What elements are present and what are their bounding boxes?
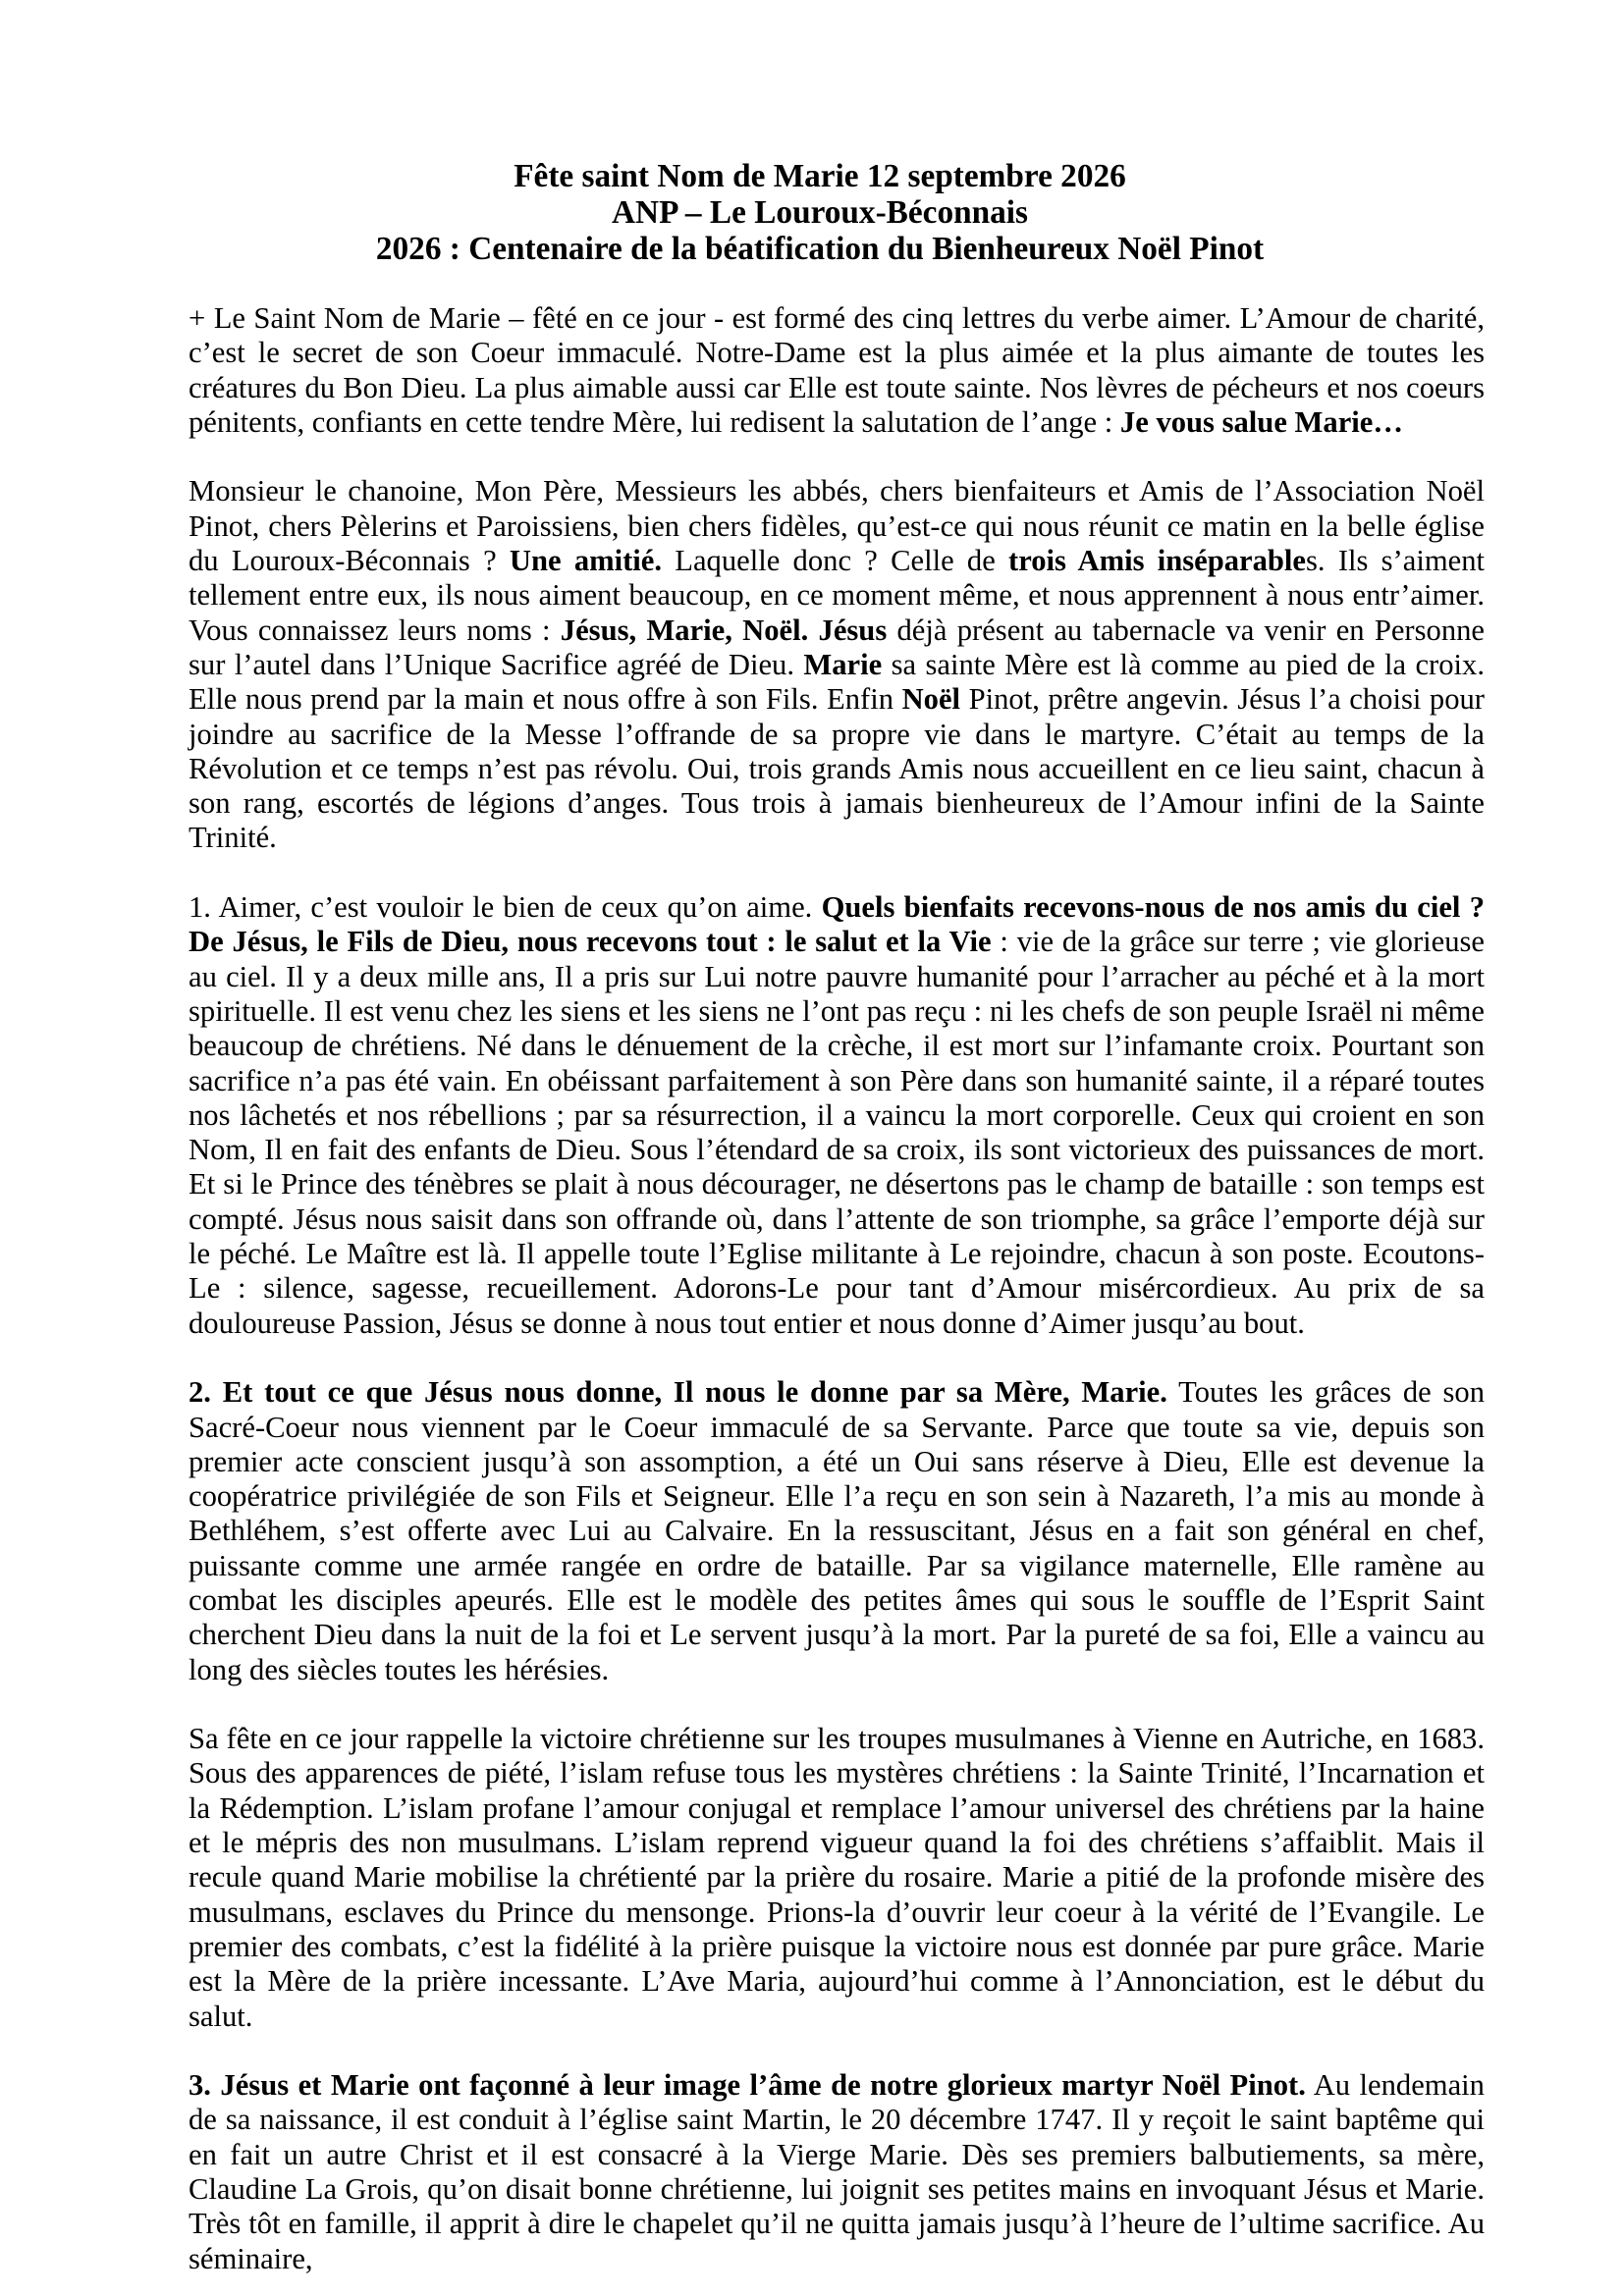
bold-text-run: Jésus, Marie, Noël. Jésus <box>560 613 888 647</box>
paragraph-feast-history <box>189 1722 1485 2034</box>
text-run: Au lendemain de sa naissance, il est conduit à l’église saint Martin, le 20 décembre 1747. Il y reçoit le saint baptême qui en fait un autre Christ et il est consacré à la Vierge Marie. Dès ses premiers balbutiements, sa mère, Claudine La Grois, qu’on disait bonne chrétienne, lui joignit ses petites mains en invoquant Jésus et Marie. Très tôt en famille, il apprit à dire le chapelet qu’il ne quitta jamais jusqu’à l’heure de l’ultime sacrifice. Au séminaire, <box>189 2068 1485 2275</box>
text-run: Monsieur le chanoine, Mon Père, Messieurs les abbés, chers bienfaiteurs et Amis de l’Association Noël Pinot, chers Pèlerins et Paroissiens, bien chers fidèles, qu’est-ce qui nous réunit ce matin en la belle église du Louroux-Béconnais ? <box>189 474 1485 578</box>
text-run: + Le Saint Nom de Marie – fêté en ce jour - est formé des cinq lettres du verbe aimer. L’Amour de charité, c’est le secret de son Coeur immaculé. Notre-Dame est la plus aimée et la plus aimante de toutes les créatures du Bon Dieu. La plus aimable aussi car Elle est toute sainte. Nos lèvres de pécheurs et nos coeurs pénitents, confiants en cette tendre Mère, lui redisent la salutation de l’ange : <box>189 301 1485 439</box>
document-title <box>189 158 1451 267</box>
title-line-centenary: 2026 : Centenaire de la béatification du Bienheureux Noël Pinot <box>375 231 1265 267</box>
paragraph-point-2 <box>189 1375 1485 1687</box>
bold-text-run: Marie <box>803 647 883 681</box>
text-run: s. Ils s’aiment tellement entre eux, ils nous aiment beaucoup, en ce moment même, et nous apprennent à nous entr’aimer. Vous connaissez leurs noms : <box>189 544 1485 647</box>
bold-text-run: Noël <box>901 682 961 717</box>
bold-text-run: Une amitié. <box>509 544 663 578</box>
paragraph-intro <box>189 301 1485 440</box>
bold-text-run: 3. Jésus et Marie ont façonné à leur image l’âme de notre glorieux martyr Noël Pinot. <box>189 2068 1306 2103</box>
text-run: : vie de la grâce sur terre ; vie glorieuse au ciel. Il y a deux mille ans, Il a pris sur Lui notre pauvre humanité pour l’arracher au péché et à la mort spirituelle. Il est venu chez les siens et les siens ne l’ont pas reçu : ni les chefs de son peuple Israël ni même beaucoup de chrétiens. Né dans le dénuement de la crèche, il est mort sur l’infamante croix. Pourtant son sacrifice n’a pas été vain. En obéissant parfaitement à son Père dans son humanité sainte, il a réparé toutes nos lâchetés et nos rébellions ; par sa résurrection, il a vaincu la mort corporelle. Ceux qui croient en son Nom, Il en fait des enfants de Dieu. Sous l’étendard de sa croix, ils sont victorieux des puissances de mort. Et si le Prince des ténèbres se plait à nous décourager, ne désertons pas le champ de bataille : son temps est compté. Jésus nous saisit dans son offrande où, dans l’attente de son triomphe, sa grâce l’emporte déjà sur le péché. Le Maître est là. Il appelle toute l’Eglise militante à Le rejoindre, chacun à son poste. Ecoutons-Le : silence, sagesse, recueillement. Adorons-Le pour tant d’Amour misércordieux. Au prix de sa douloureuse Passion, Jésus se donne à nous tout entier et nous donne d’Aimer jusqu’au bout. <box>189 925 1486 1340</box>
text-run: Laquelle donc ? Celle de <box>662 544 1009 578</box>
text-run: Pinot, prêtre angevin. Jésus l’a choisi pour joindre au sacrifice de la Messe l’offrande de sa propre vie dans le martyre. C’était au temps de la Révolution et ce temps n’est pas révolu. Oui, trois grands Amis nous accueillent en ce lieu saint, chacun à son rang, escortés de légions d’anges. Tous trois à jamais bienheureux de l’Amour infini de la Sainte Trinité. <box>189 682 1485 855</box>
bold-text-run: trois Amis inséparable <box>1008 544 1307 578</box>
text-run: sa sainte Mère est là comme au pied de la croix. Elle nous prend par la main et nous offre à son Fils. Enfin <box>189 647 1485 717</box>
text-run: Toutes les grâces de son Sacré-Coeur nous viennent par le Coeur immaculé de sa Servante. Parce que toute sa vie, depuis son premier acte conscient jusqu’à son assomption, a été un Oui sans réserve à Dieu, Elle est devenue la coopératrice privilégiée de son Fils et Seigneur. Elle l’a reçu en son sein à Nazareth, l’a mis au monde à Bethléhem, s’est offerte avec Lui au Calvaire. En la ressuscitant, Jésus en a fait son général en chef, puissante comme une armée rangée en ordre de bataille. Par sa vigilance maternelle, Elle ramène au combat les disciples apeurés. Elle est le modèle des petites âmes qui sous le souffle de l’Esprit Saint cherchent Dieu dans la nuit de la foi et Le servent jusqu’à la mort. Par la pureté de sa foi, Elle a vaincu au long des siècles toutes les hérésies. <box>189 1375 1486 1686</box>
text-run: 1. Aimer, c’est vouloir le bien de ceux qu’on aime. <box>189 890 822 925</box>
paragraph-greeting <box>189 474 1485 855</box>
bold-text-run: Quels bienfaits recevons-nous de nos amis du ciel ? De Jésus, le Fils de Dieu, nous recevons tout : le salut et la Vie <box>189 890 1485 959</box>
text-run: Sa fête en ce jour rappelle la victoire chrétienne sur les troupes musulmanes à Vienne en Autriche, en 1683. Sous des apparences de piété, l’islam refuse tous les mystères chrétiens : la Sainte Trinité, l’Incarnation et la Rédemption. L’islam profane l’amour conjugal et remplace l’amour universel des chrétiens par la haine et le mépris des non musulmans. L’islam reprend vigueur quand la foi des chrétiens s’affaiblit. Mais il recule quand Marie mobilise la chrétienté par la prière du rosaire. Marie a pitié de la profonde misère des musulmans, esclaves du Prince du mensonge. Prions-la d’ouvrir leur coeur à la vérité de l’Evangile. Le premier des combats, c’est la fidélité à la prière puisque la victoire nous est donnée par pure grâce. Marie est la Mère de la prière incessante. L’Ave Maria, aujourd’hui comme à l’Annonciation, est le début du salut. <box>189 1722 1485 2033</box>
paragraph-point-3 <box>189 2068 1485 2276</box>
text-run: déjà présent au tabernacle va venir en Personne sur l’autel dans l’Unique Sacrifice agréé de Dieu. <box>189 613 1485 681</box>
title-line-place: ANP – Le Louroux-Béconnais <box>612 194 1028 231</box>
bold-text-run: 2. Et tout ce que Jésus nous donne, Il nous le donne par sa Mère, Marie. <box>189 1375 1167 1410</box>
document-content <box>189 158 1485 2276</box>
paragraph-point-1 <box>189 890 1485 1341</box>
title-line-feast: Fête saint Nom de Marie 12 septembre 2026 <box>514 158 1126 194</box>
bold-text-run: Je vous salue Marie… <box>1119 404 1403 439</box>
